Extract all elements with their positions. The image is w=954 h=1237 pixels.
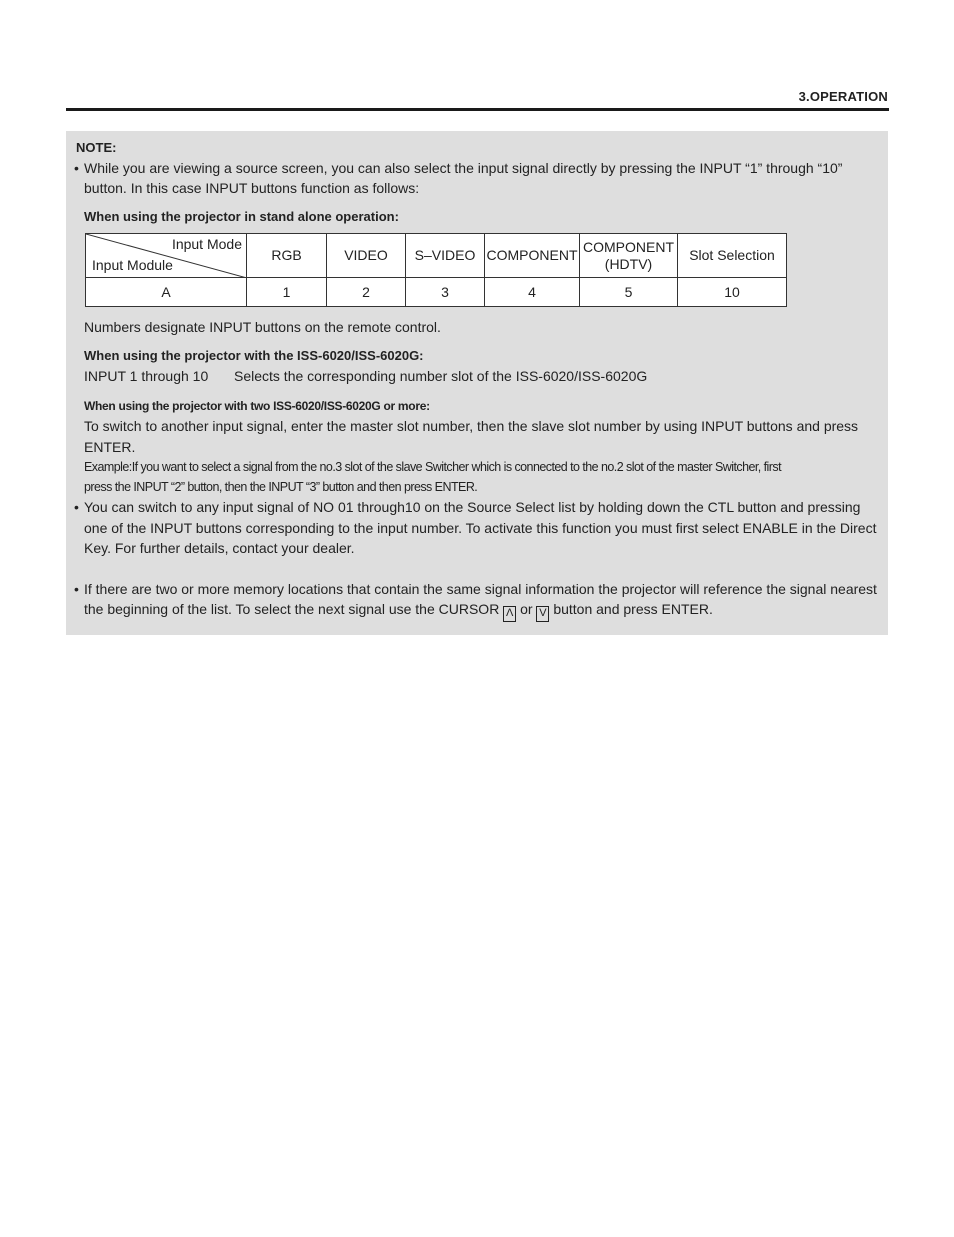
example-line1: Example:If you want to select a signal from the no.3 slot of the slave Switcher which is connected to the no.2 slot of the master Switcher, first — [84, 460, 782, 474]
note-heading: NOTE: — [76, 140, 117, 155]
corner-input-mode: Input Mode — [171, 236, 242, 252]
row-label-a: A — [86, 278, 247, 307]
header-rule — [66, 108, 889, 111]
p2-line2: one of the INPUT buttons corresponding to the input number. To activate this function you must first select ENABLE in the Direct — [84, 520, 877, 536]
corner-input-module: Input Module — [92, 257, 173, 273]
p3-or: or — [520, 601, 533, 617]
cell-component-hdtv: 5 — [580, 278, 678, 307]
bullet-2: • — [74, 499, 79, 515]
iss-term: INPUT 1 through 10 — [84, 368, 209, 384]
col-header-component-hdtv — [580, 234, 678, 278]
iss-desc: Selects the corresponding number slot of the ISS-6020/ISS-6020G — [234, 368, 648, 384]
section-header: 3.OPERATION — [798, 89, 888, 104]
iss-heading: When using the projector with the ISS-6020/ISS-6020G: — [84, 348, 424, 363]
col-header-component-hdtv-line2: (HDTV) — [604, 255, 653, 272]
p3-line2-end: button and press ENTER. — [553, 601, 713, 617]
col-header-component: COMPONENT — [485, 234, 580, 278]
cell-video: 2 — [327, 278, 406, 307]
p3-line2 — [84, 599, 713, 622]
cursor-down-icon: V — [536, 606, 549, 622]
example-line2: press the INPUT “2” button, then the INPUT “3” button and then press ENTER. — [84, 480, 478, 494]
input-mode-table — [85, 233, 787, 307]
table-corner-cell — [86, 234, 247, 278]
numbers-note: Numbers designate INPUT buttons on the remote control. — [84, 319, 441, 335]
col-header-slot-selection: Slot Selection — [678, 234, 787, 278]
p3-line1: If there are two or more memory locations that contain the same signal information the projector will reference the signal nearest — [84, 581, 877, 597]
col-header-component-hdtv-line1: COMPONENT — [583, 238, 674, 255]
p2-line1: You can switch to any input signal of NO 01 through10 on the Source Select list by holding down the CTL button and pressing — [84, 499, 861, 515]
p2-line3: Key. For further details, contact your dealer. — [84, 540, 355, 556]
two-iss-line2: ENTER. — [84, 439, 136, 455]
standalone-heading: When using the projector in stand alone operation: — [84, 209, 399, 224]
cell-rgb: 1 — [247, 278, 327, 307]
cell-component: 4 — [485, 278, 580, 307]
col-header-svideo: S–VIDEO — [406, 234, 485, 278]
col-header-rgb: RGB — [247, 234, 327, 278]
bullet-1: • — [74, 160, 79, 176]
p1-line2: button. In this case INPUT buttons function as follows: — [84, 180, 420, 196]
p1-line1: While you are viewing a source screen, you can also select the input signal directly by pressing the INPUT “1” through “10” — [84, 160, 843, 176]
two-iss-line1: To switch to another input signal, enter the master slot number, then the slave slot number by using INPUT buttons and press — [84, 418, 859, 434]
bullet-3: • — [74, 581, 79, 597]
col-header-video: VIDEO — [327, 234, 406, 278]
cell-svideo: 3 — [406, 278, 485, 307]
table-row — [86, 278, 787, 307]
two-iss-heading: When using the projector with two ISS-6020/ISS-6020G or more: — [84, 399, 430, 413]
p3-line2-start: the beginning of the list. To select the next signal use the CURSOR — [84, 601, 500, 617]
cursor-up-icon: Λ — [503, 606, 516, 622]
cell-slot-selection: 10 — [678, 278, 787, 307]
